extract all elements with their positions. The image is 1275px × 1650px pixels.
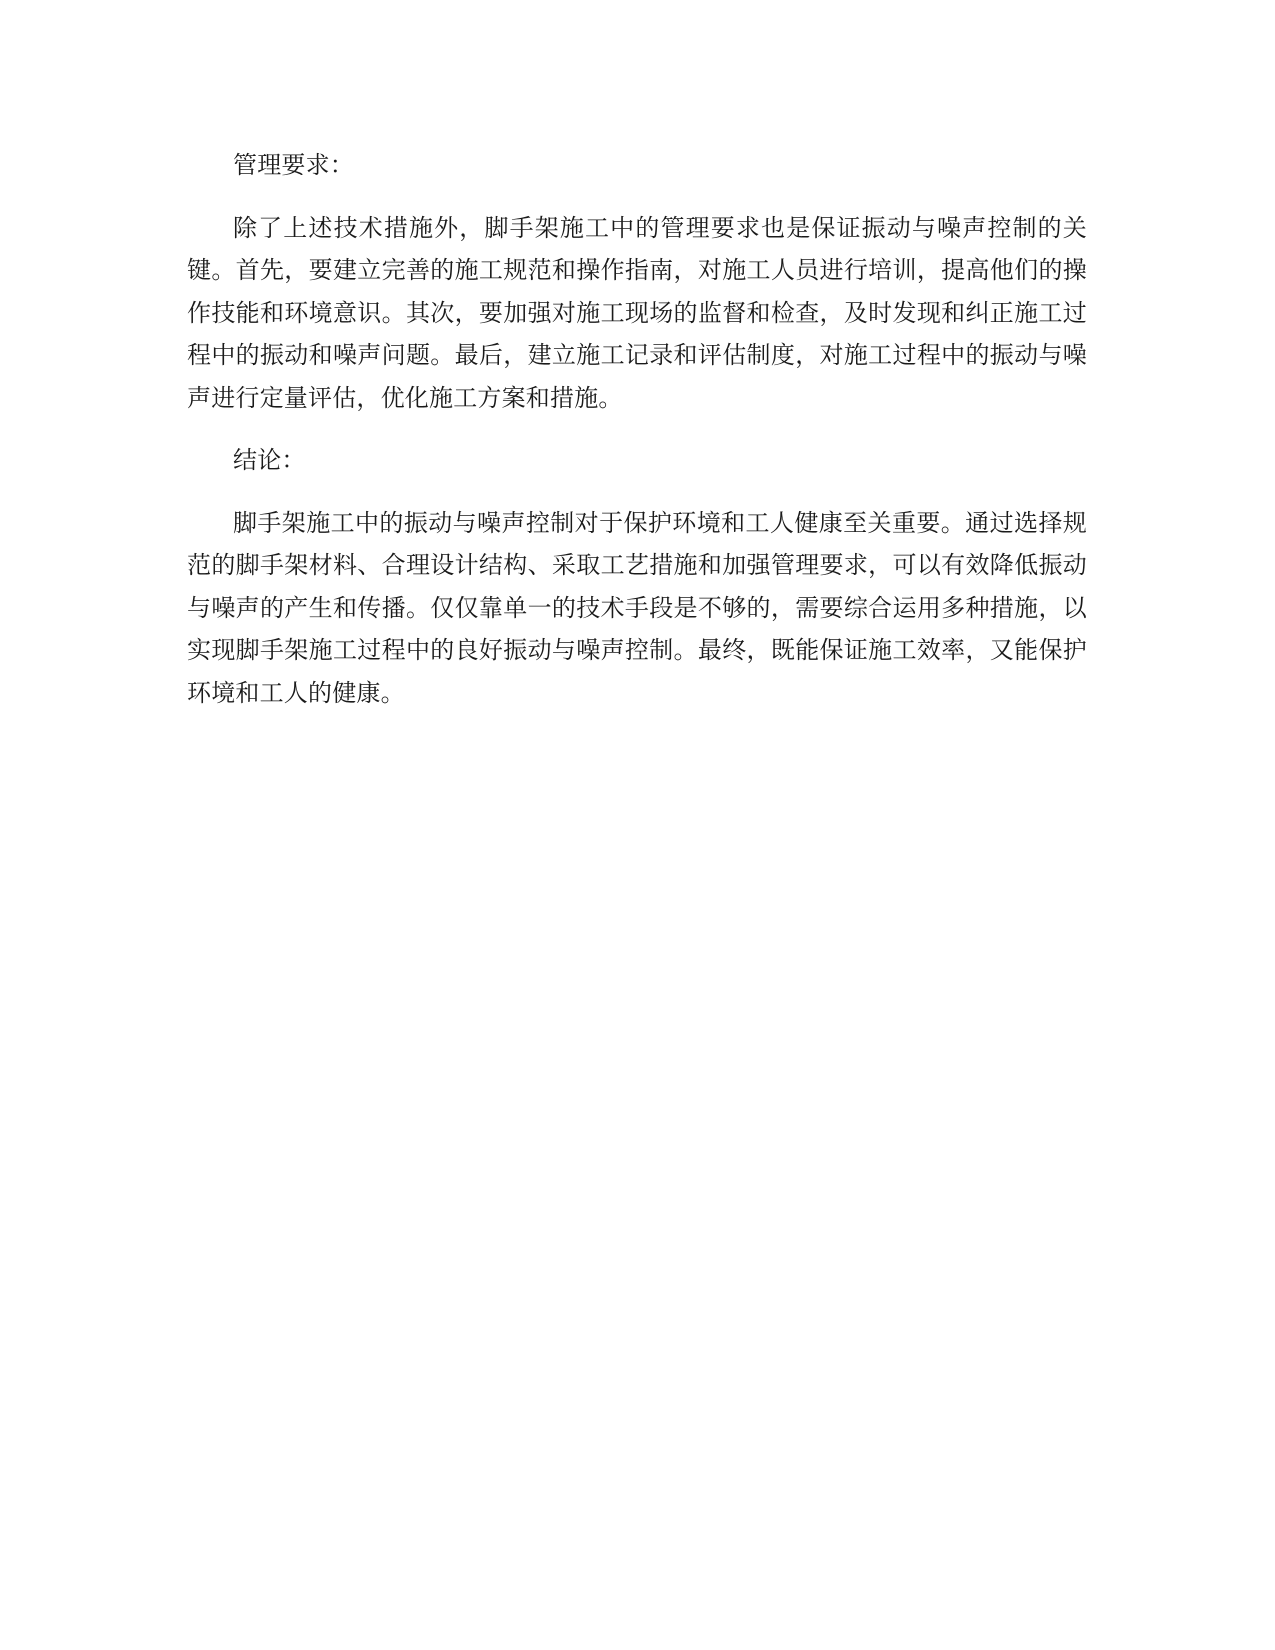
document-body <box>187 144 1087 734</box>
paragraph-conclusion: 脚手架施工中的振动与噪声控制对于保护环境和工人健康至关重要。通过选择规范的脚手架材料、合理设计结构、采取工艺措施和加强管理要求，可以有效降低振动与噪声的产生和传播。仅仅靠单一的技术手段是不够的，需要综合运用多种措施，以实现脚手架施工过程中的良好振动与噪声控制。最终，既能保证施工效率，又能保护环境和工人的健康。 <box>187 508 1087 707</box>
section-heading-management: 管理要求： <box>233 151 354 179</box>
section-heading-conclusion: 结论： <box>233 446 306 474</box>
paragraph-management-requirements: 除了上述技术措施外，脚手架施工中的管理要求也是保证振动与噪声控制的关键。首先，要建立完善的施工规范和操作指南，对施工人员进行培训，提高他们的操作技能和环境意识。其次，要加强对施工现场的监督和检查，及时发现和纠正施工过程中的振动和噪声问题。最后，建立施工记录和评估制度，对施工过程中的振动与噪声进行定量评估，优化施工方案和措施。 <box>187 213 1087 412</box>
